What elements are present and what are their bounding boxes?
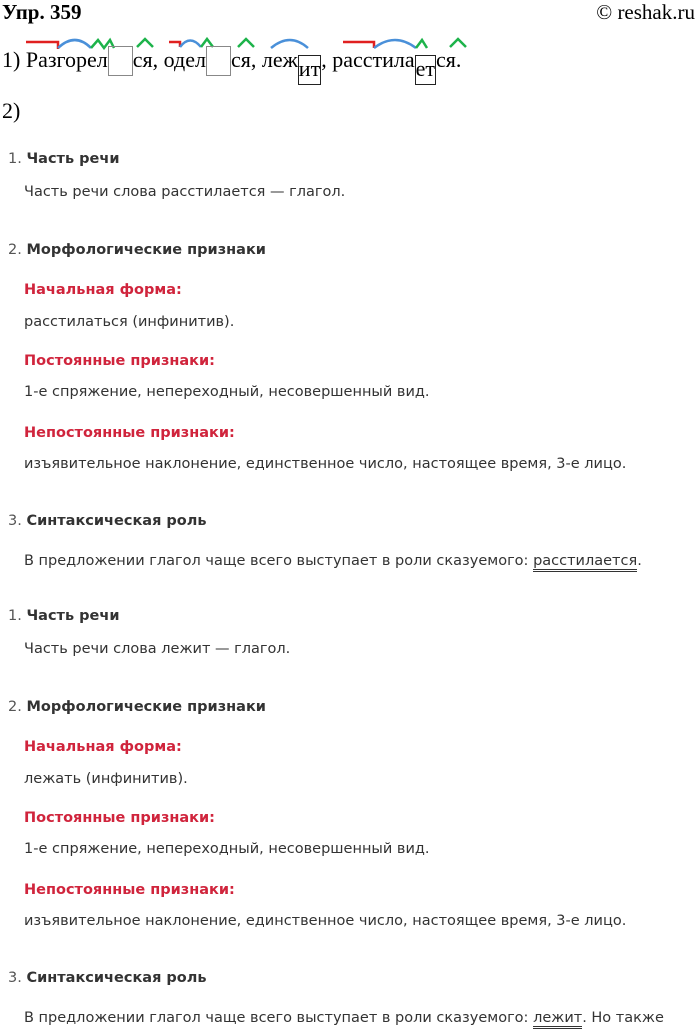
word: Разгорел	[25, 47, 108, 72]
predicate-word: расстилается	[533, 553, 637, 572]
list-number: 1.	[8, 608, 22, 624]
predicate-word: лежит	[533, 1010, 582, 1029]
list-number: 2.	[8, 699, 22, 715]
analysis-line	[24, 314, 234, 330]
word: ,	[321, 47, 327, 72]
analysis-line	[24, 913, 626, 929]
part2-label: 2)	[2, 98, 21, 123]
analysis-line	[8, 699, 266, 715]
analysis-line	[24, 456, 626, 472]
constant-features-value: 1-е спряжение, непереходный, несовершенный вид.	[24, 384, 430, 400]
word: ся,	[132, 47, 159, 72]
list-number: 3.	[8, 513, 22, 529]
analysis-line	[8, 513, 207, 529]
syntax-role-tail: . Но также	[582, 1010, 664, 1026]
initial-form-value: лежать (инфинитив).	[24, 771, 188, 787]
variable-features-value: изъявительное наклонение, единственное число, настоящее время, 3-е лицо.	[24, 913, 627, 929]
analysis-line	[24, 771, 188, 787]
syntax-role-text: В предложении глагол чаще всего выступает в роли сказуемого:	[24, 553, 534, 569]
initial-form-value: расстилаться (инфинитив).	[24, 314, 235, 330]
analysis-line	[8, 970, 207, 986]
empty-ending-box	[108, 46, 133, 76]
part1-label: 1)	[2, 47, 21, 72]
list-number: 3.	[8, 970, 22, 986]
label-constant-features: Постоянные признаки:	[24, 353, 215, 369]
analysis-line	[24, 641, 290, 657]
label-initial-form: Начальная форма:	[24, 739, 182, 755]
analysis-line	[8, 608, 120, 624]
analysis-line	[24, 841, 430, 857]
word: леж	[261, 47, 298, 72]
heading-syntax-role: Синтаксическая роль	[26, 970, 207, 986]
analysis-line	[24, 353, 215, 369]
word: ся,	[230, 47, 257, 72]
ending-box: ит	[298, 55, 321, 85]
heading-part-of-speech: Часть речи	[26, 608, 120, 624]
word: одел	[163, 47, 206, 72]
word: ся.	[436, 47, 462, 72]
constant-features-value: 1-е спряжение, непереходный, несовершенный вид.	[24, 841, 430, 857]
label-variable-features: Непостоянные признаки:	[24, 425, 235, 441]
analysis-line	[24, 184, 345, 200]
syntax-role-text: В предложении глагол чаще всего выступает в роли сказуемого:	[24, 1010, 534, 1026]
heading-morphology: Морфологические признаки	[26, 699, 266, 715]
exercise-title: Упр. 359	[2, 0, 82, 24]
copyright: © reshak.ru	[596, 0, 695, 24]
syntax-role-tail: .	[637, 553, 642, 569]
variable-features-value: изъявительное наклонение, единственное число, настоящее время, 3-е лицо.	[24, 456, 627, 472]
label-initial-form: Начальная форма:	[24, 282, 182, 298]
word: расстила	[332, 47, 415, 72]
label-variable-features: Непостоянные признаки:	[24, 882, 235, 898]
analysis-line	[24, 882, 235, 898]
analysis-line	[8, 242, 266, 258]
analysis-line	[24, 553, 642, 569]
part-of-speech-text: Часть речи слова расстилается — глагол.	[24, 184, 346, 200]
analysis-line	[24, 384, 430, 400]
heading-morphology: Морфологические признаки	[26, 242, 266, 258]
list-number: 1.	[8, 151, 22, 167]
analysis-line	[24, 739, 182, 755]
empty-ending-box	[206, 46, 231, 76]
analysis-line	[8, 151, 120, 167]
part-of-speech-text: Часть речи слова лежит — глагол.	[24, 641, 291, 657]
analysis-line	[24, 1010, 664, 1026]
analysis-line	[24, 810, 215, 826]
morpheme-line	[2, 46, 461, 85]
analysis-line	[24, 425, 235, 441]
heading-syntax-role: Синтаксическая роль	[26, 513, 207, 529]
list-number: 2.	[8, 242, 22, 258]
analysis-line	[24, 282, 182, 298]
heading-part-of-speech: Часть речи	[26, 151, 120, 167]
label-constant-features: Постоянные признаки:	[24, 810, 215, 826]
ending-box: ет	[415, 55, 436, 85]
